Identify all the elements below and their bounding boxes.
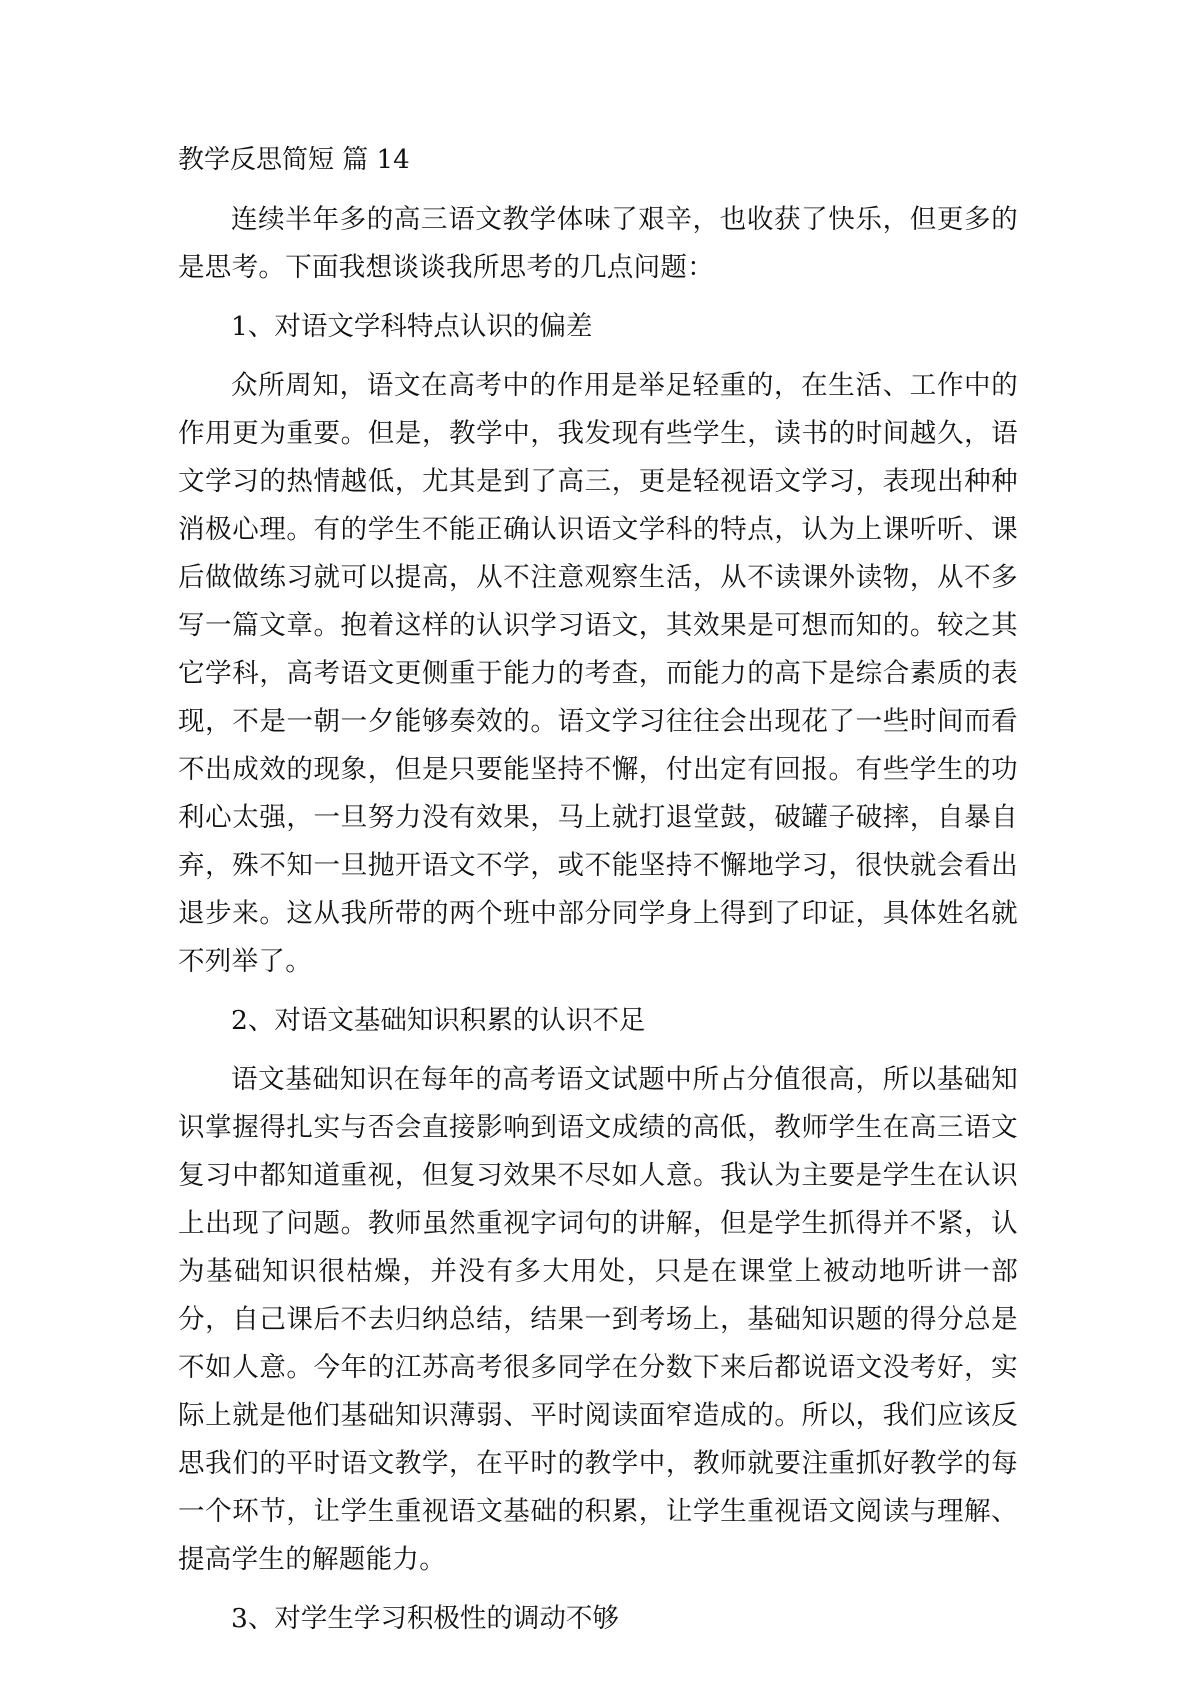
section-body-2: 语文基础知识在每年的高考语文试题中所占分值很高，所以基础知识掌握得扎实与否会直接影响到语文成绩的高低，教师学生在高三语文复习中都知道重视，但复习效果不尽如人意。我认为主要是学生在认识上出现了问题。教师虽然重视字词句的讲解，但是学生抓得并不紧，认为基础知识很枯燥，并没有多大用处，只是在课堂上被动地听讲一部分，自己课后不去归纳总结，结果一到考场上，基础知识题的得分总是不如人意。今年的江苏高考很多同学在分数下来后都说语文没考好，实际上就是他们基础知识薄弱、平时阅读面窄造成的。所以，我们应该反思我们的平时语文教学，在平时的教学中，教师就要注重抓好教学的每一个环节，让学生重视语文基础的积累，让学生重视语文阅读与理解、提高学生的解题能力。 [178,1064,1018,1575]
document-body [178,136,1018,1654]
section-heading-1: 1、对语文学科特点认识的偏差 [231,311,593,342]
intro-paragraph: 连续半年多的高三语文教学体味了艰辛，也收获了快乐，但更多的是思考。下面我想谈谈我所思考的几点问题： [178,204,1018,283]
section-heading-2: 2、对语文基础知识积累的认识不足 [231,1005,646,1036]
section-body-1: 众所周知，语文在高考中的作用是举足轻重的，在生活、工作中的作用更为重要。但是，教学中，我发现有些学生，读书的时间越久，语文学习的热情越低，尤其是到了高三，更是轻视语文学习，表现出种种消极心理。有的学生不能正确认识语文学科的特点，认为上课听听、课后做做练习就可以提高，从不注意观察生活，从不读课外读物，从不多写一篇文章。抱着这样的认识学习语文，其效果是可想而知的。较之其它学科，高考语文更侧重于能力的考查，而能力的高下是综合素质的表现，不是一朝一夕能够奏效的。语文学习往往会出现花了一些时间而看不出成效的现象，但是只要能坚持不懈，付出定有回报。有些学生的功利心太强，一旦努力没有效果，马上就打退堂鼓，破罐子破摔，自暴自弃，殊不知一旦抛开语文不学，或不能坚持不懈地学习，很快就会看出退步来。这从我所带的两个班中部分同学身上得到了印证，具体姓名就不列举了。 [178,370,1018,977]
document-title: 教学反思简短 篇 14 [178,145,410,175]
section-heading-3: 3、对学生学习积极性的调动不够 [231,1603,619,1634]
